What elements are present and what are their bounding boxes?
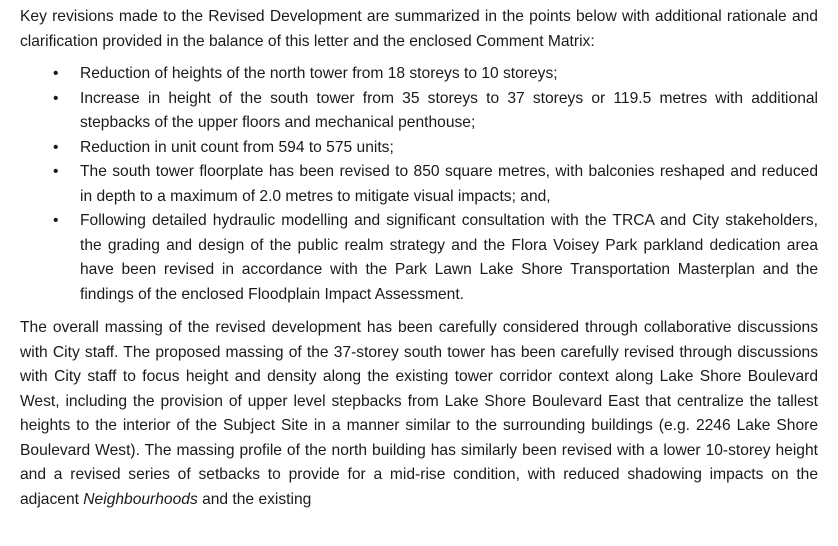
list-item bbox=[20, 209, 818, 307]
bullet-icon: • bbox=[53, 138, 59, 156]
bullet-icon: • bbox=[53, 212, 59, 229]
list-item-text: Following detailed hydraulic modelling and significant consultation with the TRCA and City stakeholders, the grading and design of the public realm strategy and the Flora Voisey Park parkland dedication area have been revised in accordance with the Park Lawn Lake Shore Transportation Masterplan and the findings of the enclosed Floodplain Impact Assessment. bbox=[80, 212, 818, 303]
list-item-text: The south tower floorplate has been revised to 850 square metres, with balconies reshaped and reduced in depth to a maximum of 2.0 metres to mitigate visual impacts; and, bbox=[80, 163, 818, 205]
massing-text: The overall massing of the revised development has been carefully considered through collaborative discussions with City staff. The proposed massing of the 37-storey south tower has been carefully revised through discussions with City staff to focus height and density along the existing tower corridor context along Lake Shore Boulevard West, including the provision of upper level stepbacks from Lake Shore Boulevard East that centralize the tallest heights to the interior of the Subject Site in a manner similar to the surrounding buildings (e.g. 2246 Lake Shore Boulevard West). The massing profile of the north building has similarly been revised with a lower 10-storey height and a revised series of setbacks to provide for a mid-rise condition, with reduced shadowing impacts on the adjacent bbox=[20, 319, 818, 508]
massing-paragraph bbox=[20, 316, 818, 512]
list-item bbox=[20, 87, 818, 136]
list-item-text: Increase in height of the south tower from 35 storeys to 37 storeys or 119.5 metres with additional stepbacks of the upper floors and mechanical penthouse; bbox=[80, 89, 818, 131]
list-item-text: Reduction of heights of the north tower from 18 storeys to 10 storeys; bbox=[80, 65, 558, 82]
intro-paragraph: Key revisions made to the Revised Development are summarized in the points below with additional rationale and clarification provided in the balance of this letter and the enclosed Comment Matrix: bbox=[20, 8, 818, 50]
massing-text-end: and the existing bbox=[197, 490, 312, 508]
list-item bbox=[20, 160, 818, 209]
list-item bbox=[20, 136, 818, 161]
key-revisions-list bbox=[20, 62, 818, 307]
massing-italic-term: Neighbourhoods bbox=[83, 490, 198, 508]
bullet-icon: • bbox=[53, 163, 59, 180]
bullet-icon: • bbox=[53, 65, 59, 82]
bullet-icon: • bbox=[53, 89, 59, 107]
list-item-text: Reduction in unit count from 594 to 575 units; bbox=[80, 138, 394, 156]
list-item bbox=[20, 62, 818, 87]
